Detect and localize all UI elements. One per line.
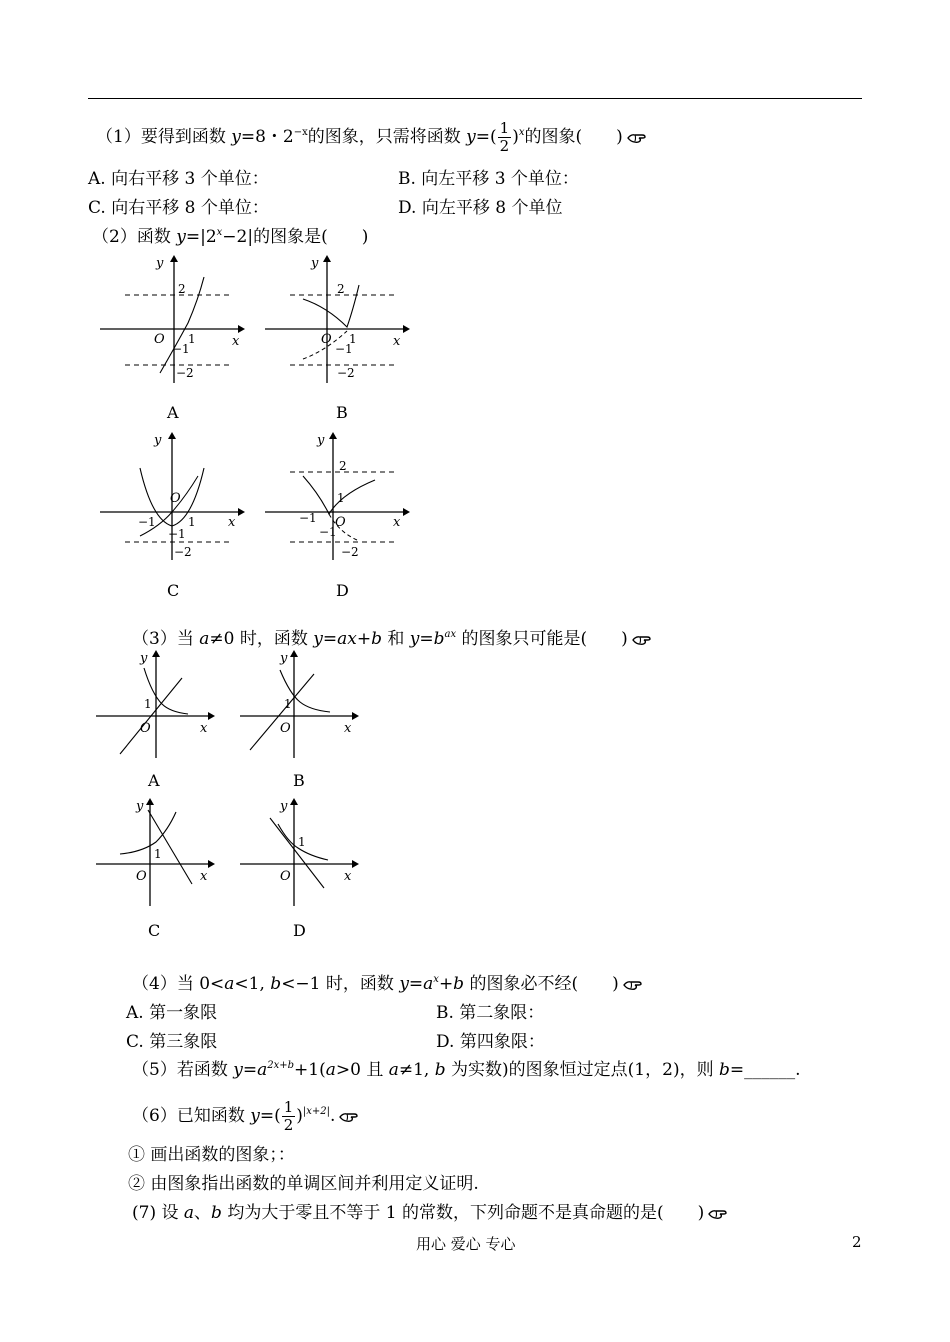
fraction-one-half: $\frac{1}{2}$ xyxy=(499,119,510,155)
tick-label: 1 xyxy=(284,697,292,711)
y-axis-label: y xyxy=(154,433,162,448)
q4-option-b: B. 第二象限： xyxy=(436,1003,545,1023)
x-axis-label: x xyxy=(344,721,352,736)
tick-label: 1 xyxy=(144,697,152,711)
q3-graph-b xyxy=(240,650,360,760)
origin-label: O xyxy=(170,491,181,506)
q2-graph-b xyxy=(265,255,410,385)
q3-graph-c xyxy=(96,798,216,908)
q5-stem: （5）若函数 $y=a^{2x+b}+1(a>0$ 且 a≠1, b 为实数)的图象恒过定点(1，2)，则 b=______. xyxy=(132,1060,801,1080)
tick-label: 2 xyxy=(337,282,345,296)
y-axis-label: y xyxy=(140,651,148,666)
tick-label: −1 xyxy=(299,511,317,525)
x-axis-label: x xyxy=(232,334,240,349)
origin-label: O xyxy=(140,721,151,736)
x-axis-label: x xyxy=(344,869,352,884)
q1-option-c: C. 向右平移 8 个单位： xyxy=(88,198,269,218)
q4-option-d: D. 第四象限： xyxy=(436,1032,545,1052)
y-axis-label: y xyxy=(317,433,325,448)
tick-label: −1 xyxy=(319,525,337,539)
tick-label: −2 xyxy=(337,366,355,380)
pointing-hand-icon xyxy=(632,634,652,646)
pointing-hand-icon xyxy=(627,132,647,144)
tick-label: 1 xyxy=(154,847,162,861)
origin-label: O xyxy=(154,332,165,347)
y-axis-label: y xyxy=(280,799,288,814)
q1-option-b: B. 向左平移 3 个单位： xyxy=(398,169,579,189)
q1-stem: （1）要得到函数 y=8・$2^{-x}$的图象，只需将函数 y=( $\frac{1}{2}$ )$^x$的图象( ) xyxy=(96,120,647,155)
y-axis-label: y xyxy=(156,256,164,271)
q3-caption-d: D xyxy=(293,921,306,940)
x-axis-label: x xyxy=(200,721,208,736)
tick-label: −2 xyxy=(341,545,359,559)
q3-caption-c: C xyxy=(148,921,161,940)
fraction-one-half: $\frac{1}{2}$ xyxy=(283,1098,294,1134)
q2-graph-c xyxy=(100,432,245,562)
q2-caption-a: A xyxy=(167,403,179,422)
q2-caption-b: B xyxy=(336,403,348,422)
q4-option-a: A. 第一象限 xyxy=(126,1003,218,1023)
tick-label: 1 xyxy=(188,332,196,346)
q4-option-c: C. 第三象限 xyxy=(126,1032,218,1052)
tick-label: 1 xyxy=(298,835,306,849)
q3-graph-d xyxy=(240,798,360,908)
pointing-hand-icon xyxy=(339,1111,359,1123)
tick-label: 1 xyxy=(337,491,345,505)
q3-stem: （3）当 a≠0 时，函数 y=ax+b 和 $y=b^{ax}$ 的图象只可能是( ) xyxy=(132,628,652,650)
q2-caption-d: D xyxy=(336,581,349,600)
origin-label: O xyxy=(136,869,147,884)
tick-label: 1 xyxy=(349,332,357,346)
q4-stem: （4）当 0<a<1, b<−1 时，函数 $y=a^x+b$ 的图象必不经( ) xyxy=(132,973,643,995)
pointing-hand-icon xyxy=(623,979,643,991)
q6-item-2: ② 由图象指出函数的单调区间并利用定义证明. xyxy=(128,1174,479,1194)
tick-label: −2 xyxy=(174,545,192,559)
origin-label: O xyxy=(280,869,291,884)
q3-caption-b: B xyxy=(293,771,305,790)
x-axis-label: x xyxy=(393,515,401,530)
y-axis-label: y xyxy=(136,799,144,814)
header-rule xyxy=(88,98,862,99)
origin-label: O xyxy=(335,515,346,530)
q3-graph-a xyxy=(96,650,216,760)
footer-slogan: 用心 爱心 专心 xyxy=(416,1235,516,1253)
q6-stem: （6）已知函数 y=( $\frac{1}{2}$ )$^{|x+2|}$. xyxy=(132,1099,359,1134)
q6-item-1: ① 画出函数的图象；： xyxy=(128,1145,295,1165)
q7-stem: (7) 设 a、b 均为大于零且不等于 1 的常数，下列命题不是真命题的是( ) xyxy=(132,1202,728,1224)
q1-option-d: D. 向左平移 8 个单位 xyxy=(398,198,563,218)
x-axis-label: x xyxy=(200,869,208,884)
tick-label: 2 xyxy=(178,282,186,296)
q2-graph-a xyxy=(100,255,245,385)
y-axis-label: y xyxy=(311,256,319,271)
origin-label: O xyxy=(280,721,291,736)
q2-caption-c: C xyxy=(167,581,180,600)
tick-label: 2 xyxy=(339,459,347,473)
tick-label: −1 xyxy=(172,342,190,356)
tick-label: −1 xyxy=(138,515,156,529)
y-axis-label: y xyxy=(280,651,288,666)
origin-label: O xyxy=(321,332,332,347)
q3-caption-a: A xyxy=(148,771,160,790)
x-axis-label: x xyxy=(228,515,236,530)
tick-label: −1 xyxy=(168,527,186,541)
tick-label: 1 xyxy=(188,515,196,529)
tick-label: −2 xyxy=(176,366,194,380)
page-number: 2 xyxy=(852,1233,862,1251)
pointing-hand-icon xyxy=(708,1208,728,1220)
tick-label: −1 xyxy=(335,342,353,356)
q2-stem: （2）函数 $y=|2^x-2|$的图象是( ) xyxy=(92,227,369,247)
q2-graph-d xyxy=(265,432,410,562)
q1-option-a: A. 向右平移 3 个单位： xyxy=(88,169,269,189)
x-axis-label: x xyxy=(393,334,401,349)
